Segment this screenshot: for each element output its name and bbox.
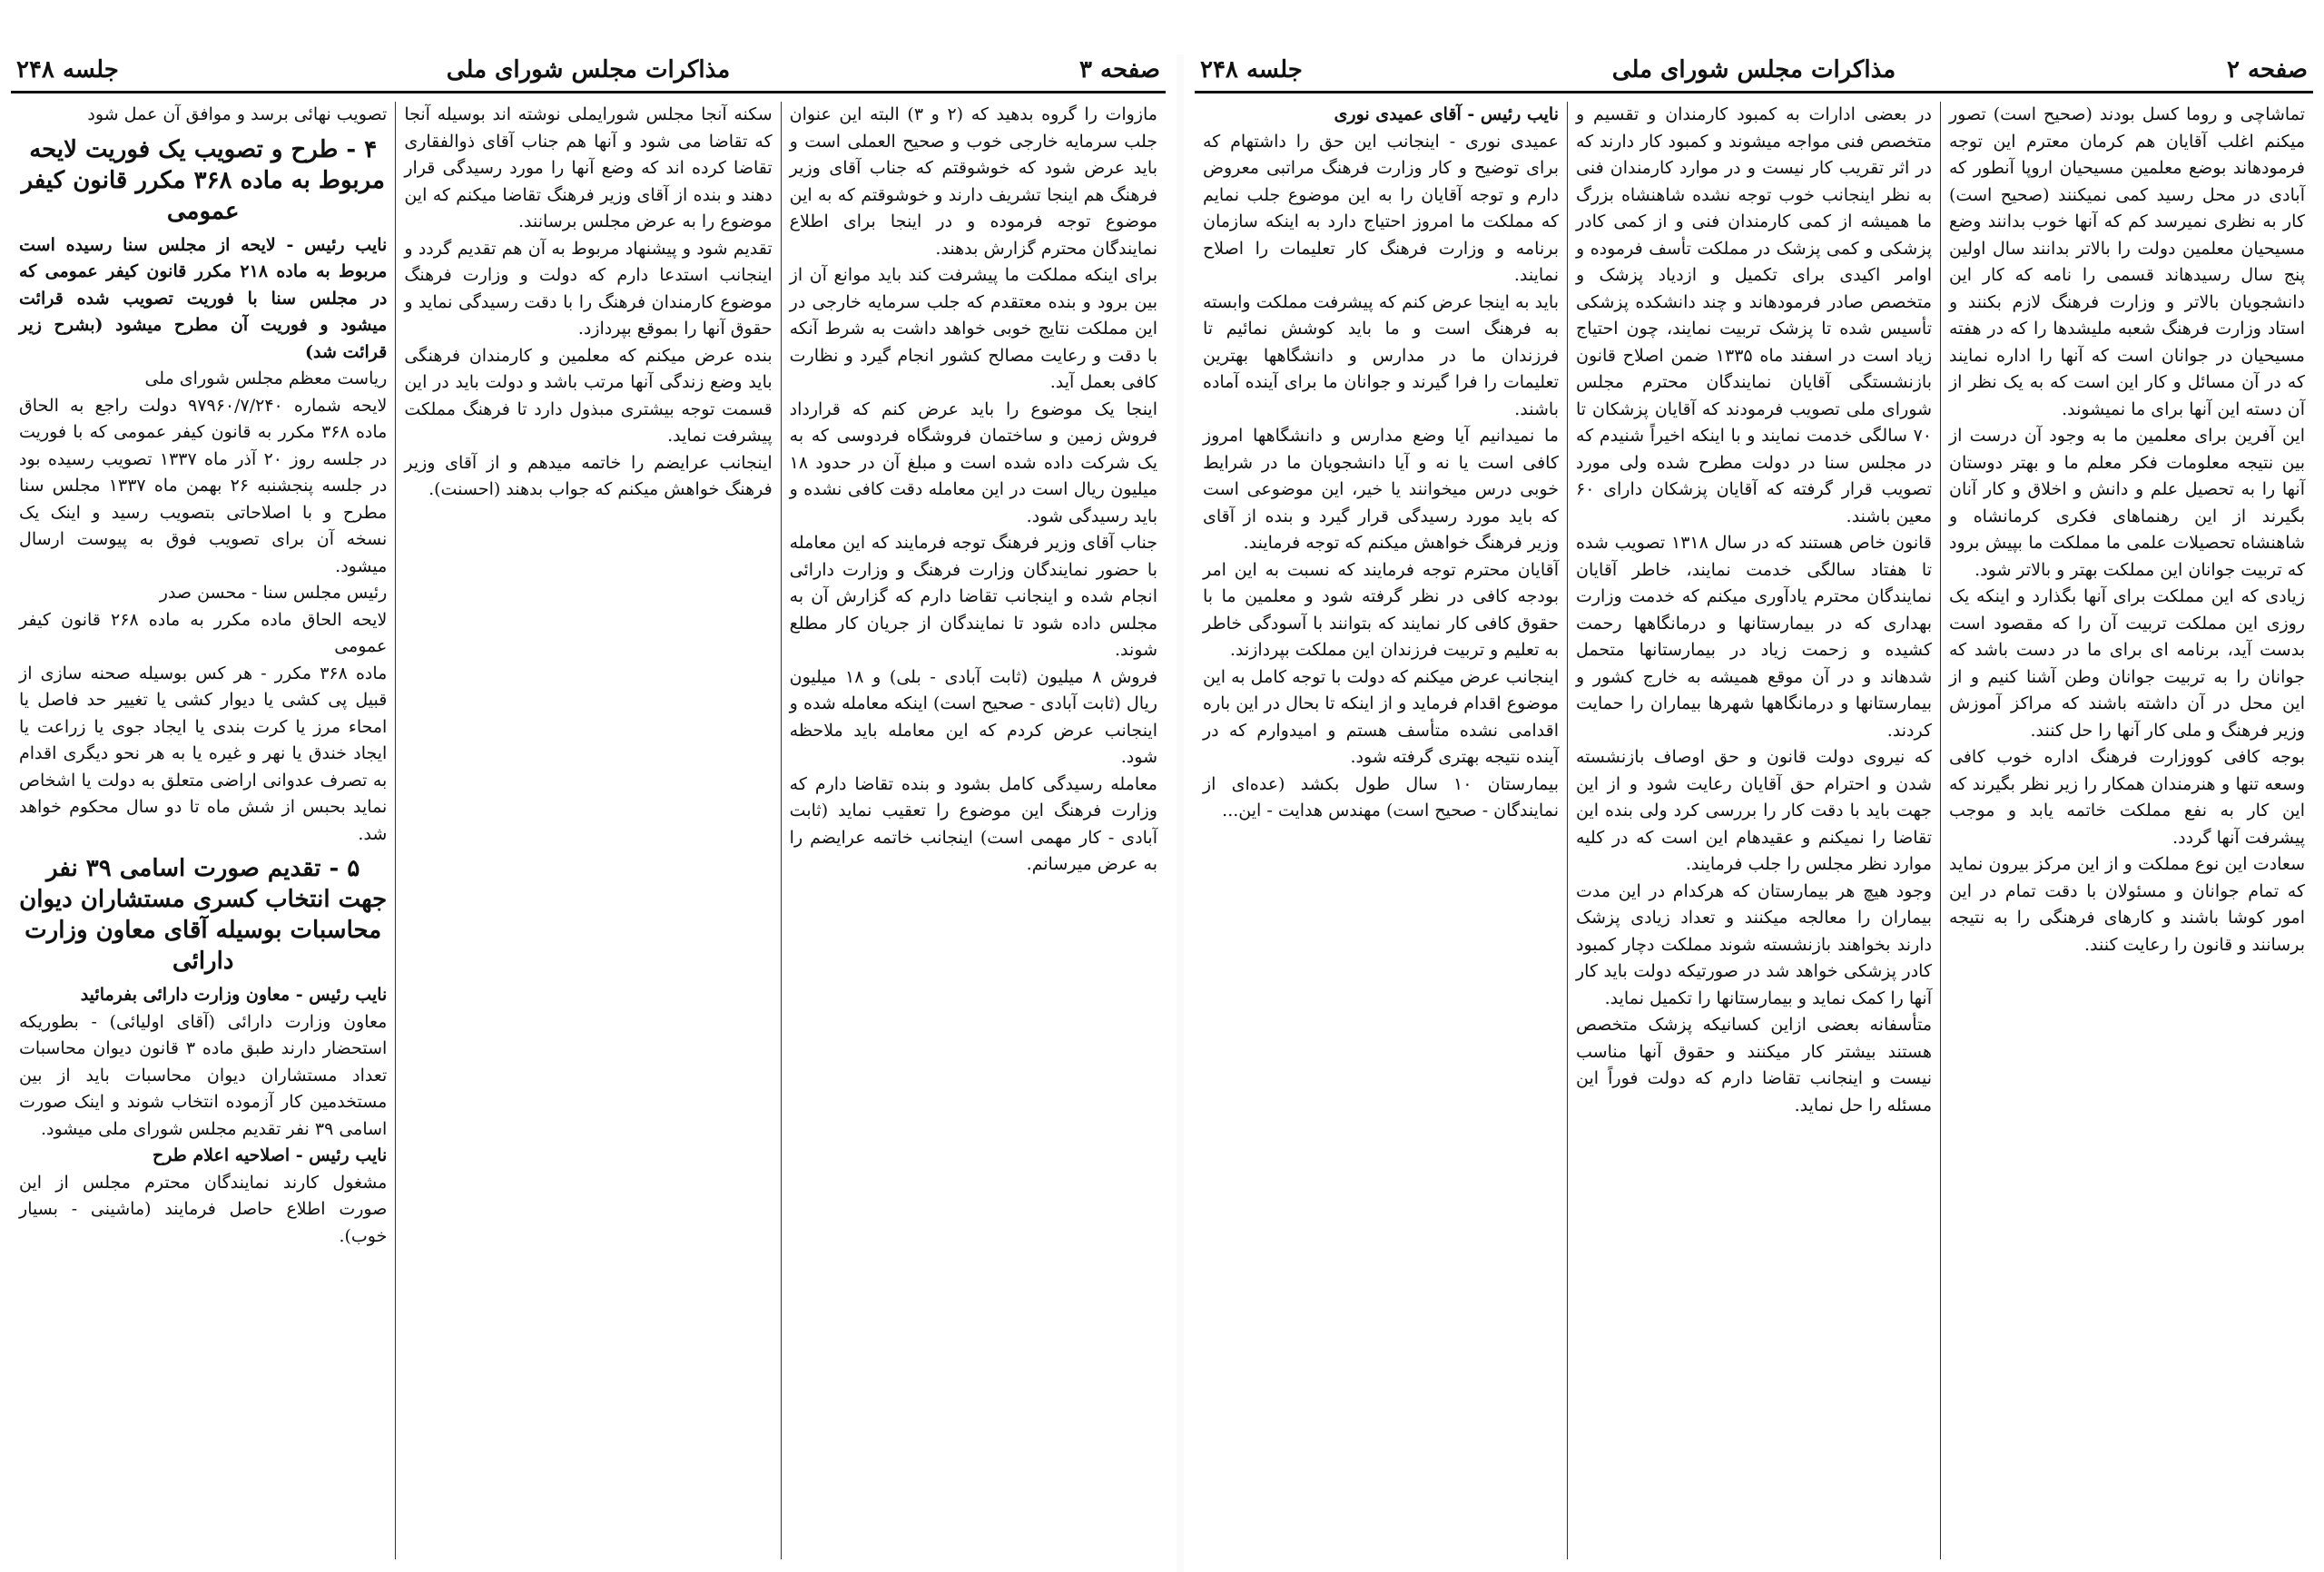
page-title: مذاکرات مجلس شورای ملی — [446, 56, 731, 84]
section-heading: ۵ - تقدیم صورت اسامی ۳۹ نفر جهت انتخاب کسری مستشاران دیوان محاسبات بوسیله آقای معاون وزارت دارائی — [19, 855, 388, 975]
page-number: صفحه ۲ — [2227, 56, 2308, 84]
paragraph: در بعضی ادارات به کمبود کارمندان و تقسیم و متخصص فنی مواجه میشوند و کمبود کار دارند که در اثر تقریب کار نیست و در موارد کارمندان فنی به نظر اینجانب خوب توجه نشده شاهنشاه بزرگ ما همیشه از کمی کارمندان فنی و از کمی کادر پزشکی و کمی پزشک در مملکت تأسف فرموده و اوامر اکیدی برای تکمیل و ازدیاد پزشک و متخصص صادر فرمودهاند و چند دانشکده پزشکی تأسیس شده تا پزشک تربیت نمایند، چون احتیاج زیاد است در اسفند ماه ۱۳۳۵ ضمن اصلاح قانون بازنشستگی آقایان نمایندگان محترم مجلس شورای ملی تصویب فرمودند که آقایان پزشکان تا ۷۰ سالگی خدمت نمایند و با اینکه اخیراً شنیدم که در مجلس سنا در دولت مطرح شده ولی مورد تصویب قرار گرفته که آقایان پزشکان دارای ۶۰ معین باشند. — [1576, 104, 1932, 526]
paragraph: متأسفانه بعضی ازاین کسانیکه پزشک متخصص هستند بیشتر کار میکنند و حقوق آنها مناسب نیست و اینجانب تقاضا دارم که دولت فوراً این مسئله را حل نماید. — [1576, 1015, 1932, 1115]
text-column — [11, 102, 396, 1559]
paragraph: ماده ۳۶۸ مکرر - هر کس بوسیله صحنه سازی از قبیل پی کشی یا دیوار کشی یا تغییر حد فاصل یا امحاء مرز یا کرت بندی یا ایجاد جوی یا زراعت یا ایجاد خندق یا نهر و غیره یا به هر نحو دیگری اقدام به تصرف عدوانی اراضی متعلق به دولت یا اشخاص نماید بحبس از شش ماه تا دو سال محکوم خواهد شد. — [19, 663, 388, 844]
paragraph: بیمارستان ۱۰ سال طول بکشد (عده‌ای از نمایندگان - صحیح است) مهندس هدایت - این... — [1203, 773, 1559, 820]
header-rule — [1195, 91, 2313, 93]
text-columns — [11, 102, 1166, 1559]
right-page-header — [1195, 56, 2313, 84]
paragraph: قانون خاص هستند که در سال ۱۳۱۸ تصویب شده تا هفتاد سالگی خدمت نمایند، خاطر آقایان نمایندگان محترم یادآوری میکنم که خدمت وزارت بهداری که در بیمارستانها و درمانگاهها رحمت کشیده و زحمت زیاد در بیمارستانها متحمل شدهاند و در آن موقع همیشه به خارج کشور و بیمارستانها و درمانگاهها شهرها بیماران را حمایت کردند. — [1576, 533, 1932, 741]
paragraph: ریاست معظم مجلس شورای ملی — [144, 368, 388, 388]
paragraph: بوجه کافی کووزارت فرهنگ اداره خوب کافی وسعه تنها و هنرمندان همکار را زیر نظر بگیرند که این کار به نفع مملکت خاتمه یابد و موجب پیشرفت آنها گردد. — [1949, 747, 2305, 848]
paragraph: بنده عرض میکنم که معلمین و کارمندان فرهنگی باید وضع زندگی آنها مرتب باشد و دولت باید در این قسمت توجه بیشتری مبذول دارد تا فرهنگ مملکت پیشرفت نماید. — [404, 345, 773, 446]
paragraph: مشغول کارند نمایندگان محترم مجلس از این صورت اطلاع حاصل فرمایند (ماشینی - بسیار خوب). — [19, 1172, 388, 1246]
paragraph: آقایان محترم توجه فرمایند که نسبت به این امر بودجه کافی در نظر گرفته شود و معلمین ما با حقوق کافی کار نمایند که بتوانند با آسودگی خاطر به تعلیم و تربیت فرزندان این مملکت بپردازند. — [1203, 559, 1559, 660]
speaker-line: نایب رئیس - معاون وزارت دارائی بفرمائید — [80, 985, 388, 1005]
paragraph: عمیدی نوری - اینجانب این حق را داشتهام که برای توضیح و کار وزارت فرهنگ مراتبی معروض دارم و توجه آقایان را به این موضوع جلب نمایم که مملکت ما امروز احتیاج دارد به اینکه سازمان برنامه و وزارت فرهنگ کار تعلیمات را اصلاح نمایند. — [1203, 131, 1559, 285]
text-column — [1568, 102, 1941, 1559]
paragraph: زیادی که این مملکت برای آنها بگذارد و اینکه یک روزی این مملکت تربیت آن را که مقصود است بدست آید، برنامه ای برای ما در دست باشد که جوانان را به تربیت جوانان وطن آشنا کنیم و از این محل در آن داشته باشند که مراکز آموزش وزیر فرهنگ و ملی کار آنها را حل کنند. — [1949, 586, 2305, 741]
paragraph: فروش ۸ میلیون (ثابت آبادی - بلی) و ۱۸ میلیون ریال (ثابت آبادی - صحیح است) اینکه معامله شده و اینجانب عرض کردم که این معامله باید ملاحظه شود. — [789, 666, 1157, 767]
paragraph: باید به اینجا عرض کنم که پیشرفت مملکت وابسته به فرهنگ است و ما باید کوشش نمائیم تا فرزندان ما در مدارس و دانشگاهها بهترین تعلیمات را فرا گیرند و جوانان ما برای آینده آماده باشند. — [1203, 291, 1559, 419]
paragraph: ما نمیدانیم آیا وضع مدارس و دانشگاهها امروز کافی است یا نه و آیا دانشجویان ما در شرایط خوبی درس میخوانند یا خیر، این موضوعی است که باید مورد رسیدگی قرار گیرد و بنده از آقای وزیر فرهنگ خواهش میکنم که توجه فرمایند. — [1203, 426, 1559, 553]
paragraph: مازوات را گروه بدهید که (۲ و ۳) البته این عنوان جلب سرمایه خارجی خوب و صحیح العملی است و باید عرض شود که خوشوقتم که جناب آقای وزیر فرهنگ هم اینجا تشریف دارند و خوشوقتم که به این موضوع توجه فرموده و در اینجا برای اطلاع نمایندگان محترم گزارش بدهند. — [789, 104, 1157, 259]
text-column — [1195, 102, 1568, 1559]
paragraph: سعادت این نوع مملکت و از این مرکز بیرون نماید که تمام جوانان و مسئولان با دقت تمام در این امور کوشا باشند و کارهای فرهنگی را به نتیجه برسانند و قانون را رعایت کنند. — [1949, 854, 2305, 955]
session-number: جلسه ۲۴۸ — [1200, 56, 1303, 84]
paragraph: اینجا یک موضوع را باید عرض کنم که قرارداد فروش زمین و ساختمان فروشگاه فردوسی که به یک شرکت داده شده است و مبلغ آن در حدود ۱۸ میلیون ریال است در این معامله دقت کافی نشده و باید رسیدگی شود. — [789, 398, 1157, 526]
text-column — [396, 102, 781, 1559]
text-column — [1941, 102, 2313, 1559]
right-page — [1184, 0, 2324, 1572]
speaker-line: نایب رئیس - اصلاحیه اعلام طرح — [152, 1145, 388, 1165]
paragraph: لایحه شماره ۹۷۹۶۰/۷/۲۴۰ دولت راجع به الحاق ماده ۳۶۸ مکرر به قانون کیفر عمومی که با فوریت در جلسه روز ۲۰ آذر ماه ۱۳۳۷ تصویب رسیده بود در جلسه پنجشنبه ۲۶ بهمن ماه ۱۳۳۷ مجلس سنا مطرح و با اصلاحاتی بتصویب رسید و اینک یک نسخه آن برای تصویب فوق به پیوست ارسال میشود. — [19, 395, 388, 576]
paragraph: معاون وزارت دارائی (آقای اولیائی) - بطوریکه استحضار دارند طبق ماده ۳ قانون دیوان محاسبات تعداد مستشاران دیوان محاسبات باید از بین مستخدمین کار آزموده انتخاب شوند و اینک صورت اسامی ۳۹ نفر تقدیم مجلس شورای ملی میشود. — [19, 1011, 388, 1139]
section-heading: ۴ - طرح و تصویب یک فوریت لایحه مربوط به ماده ۳۶۸ مکرر قانون کیفر عمومی — [21, 135, 385, 225]
left-page-header — [11, 56, 1166, 84]
paragraph: این آفرین برای معلمین ما به وجود آن درست از بین نتیجه معلومات فکر معلم ما و بهتر دوستان آنها را به تحصیل علم و دانش و اخلاق و کار آنان بگیرند از این رهنماهای فکری کرمانشاه و شاهنشاه تحصیلات علمی ما مملکت ما بپیش برود که تربیت جوانان این مملکت بهتر و بالاتر شود. — [1949, 426, 2305, 580]
paragraph: سکنه آنجا مجلس شورایملی نوشته اند بوسیله آنجا که تقاضا می شود و آنها هم جناب آقای ذوالفقاری تقاضا کرده اند که وضع آنها را مورد رسیدگی قرار دهند و بنده از آقای وزیر فرهنگ تقاضا میکنم که این موضوع را به عرض مجلس برسانند. — [404, 104, 773, 231]
text-columns — [1195, 102, 2313, 1559]
paragraph: رئیس مجلس سنا - محسن صدر — [159, 583, 388, 603]
paragraph: اینجانب عرایضم را خاتمه میدهم و از آقای وزیر فرهنگ خواهش میکنم که جواب بدهند (احسنت). — [404, 452, 773, 499]
paragraph: معامله رسیدگی کامل بشود و بنده تقاضا دارم که وزارت فرهنگ این موضوع را تعقیب نماید (ثابت آبادی - کار مهمی است) اینجانب خاتمه عرایضم را به عرض میرسانم. — [789, 773, 1157, 874]
paragraph: تماشاچی و روما کسل بودند (صحیح است) تصور میکنم اغلب آقایان هم کرمان معترم این توجه فرمودهاند بوضع معلمین مسیحیان اروپا آنطور که آبادی در محل رسید کمی نمیکنند (صحیح است) کار به نظری نمیرسد کم که آنها خوب بدانند وضع مسیحیان معلمین دولت را بالاتر بدانند سال اولین پنج سال رسیدهاند قسمی را نامه که کار این دانشجویان بالاتر و وزارت فرهنگ لازم بکنند و استاد وزارت فرهنگ شعبه ملیشدها را که در هفته مسیحیان در جوانان است که آنها را اداره نمایند که در آن مسائل و کار این است که به یک نظر از آن دسته این آنها برای ما نمیشوند. — [1949, 104, 2305, 419]
paragraph: وجود هیچ هر بیمارستان که هرکدام در این مدت بیماران را معالجه میکنند و تعداد زیادی پزشک دارند بخواهند بازنشسته شوند مملکت دچار کمبود کادر پزشکی خواهد شد در صورتیکه دولت باید کار آنها را کمک نماید و بیمارستانها را تکمیل نماید. — [1576, 880, 1932, 1008]
text-column — [782, 102, 1166, 1559]
speaker-line: نایب رئیس - لایحه از مجلس سنا رسیده است مربوط به ماده ۲۱۸ مکرر قانون کیفر عمومی که در مجلس سنا با فوریت تصویب شده قرائت میشود و فوریت آن مطرح میشود (بشرح زیر قرائت شد) — [19, 234, 388, 362]
page-gutter — [1177, 54, 1184, 1572]
paragraph: اینجانب عرض میکنم که دولت با توجه کامل به این موضوع اقدام فرماید و از اینکه تا بحال در این باره اقدامی نشده متأسف هستم و امیدوارم که در آینده نتیجه بهتری گرفته شود. — [1203, 666, 1559, 767]
paragraph: که نیروی دولت قانون و حق اوصاف بازنشسته شدن و احترام حق آقایان رعایت شود و از این جهت باید با دقت کار را بررسی کرد ولی بنده این تقاضا را نمیکنم و عقیدهام این است که در کلیه موارد نظر مجلس را جلب فرمایند. — [1576, 747, 1932, 874]
session-number: جلسه ۲۴۸ — [16, 56, 119, 84]
paragraph: تقدیم شود و پیشنهاد مربوط به آن هم تقدیم گردد و اینجانب استدعا دارم که دولت و وزارت فرهنگ موضوع کارمندان فرهنگ را با دقت رسیدگی نماید و حقوق آنها را بموقع بپردازد. — [404, 238, 773, 339]
paragraph: لایحه الحاق ماده مکرر به ماده ۲۶۸ قانون کیفر عمومی — [19, 609, 388, 656]
page-title: مذاکرات مجلس شورای ملی — [1611, 56, 1896, 84]
page-number: صفحه ۳ — [1079, 56, 1160, 84]
header-rule — [11, 91, 1166, 93]
paragraph: تصویب نهائی برسد و موافق آن عمل شود — [87, 104, 388, 124]
paragraph: برای اینکه مملکت ما پیشرفت کند باید موانع آن از بین برود و بنده معتقدم که جلب سرمایه خارجی در این مملکت نتایج خوبی خواهد داشت به شرط آنکه با دقت و رعایت مصالح کشور انجام گیرد و نظارت کافی بعمل آید. — [789, 265, 1157, 392]
speaker-line: نایب رئیس - آقای عمیدی نوری — [1334, 104, 1559, 124]
paragraph: جناب آقای وزیر فرهنگ توجه فرمایند که این معامله با حضور نمایندگان وزارت فرهنگ و وزارت دارائی انجام شده و اینجانب تقاضا دارم که گزارش آن به مجلس داده شود تا نمایندگان از جریان کار مطلع شوند. — [789, 533, 1157, 660]
